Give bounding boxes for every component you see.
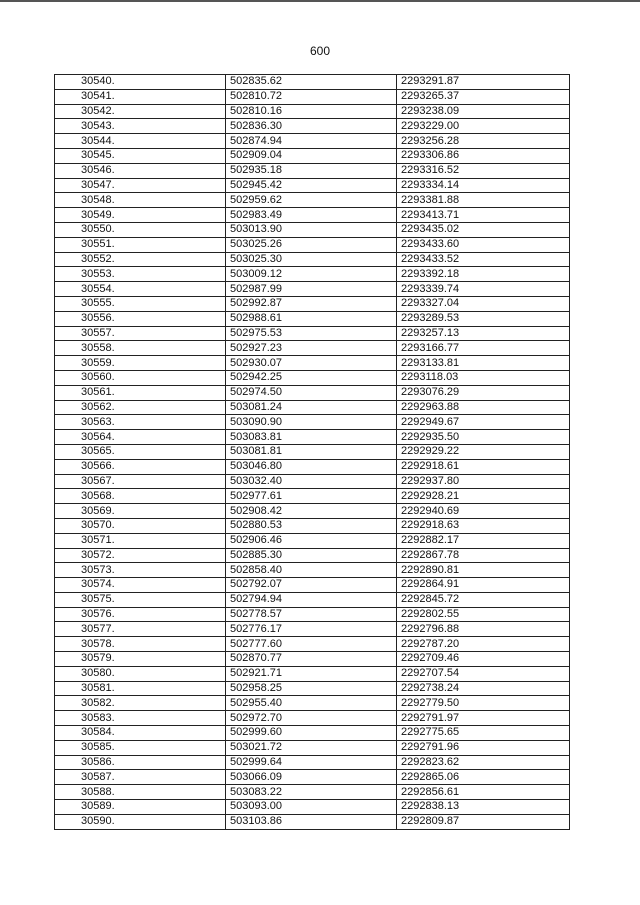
table-row xyxy=(55,148,570,163)
table-row xyxy=(55,89,570,104)
point-number-cell: 30556. xyxy=(55,311,226,326)
easting-cell: 503032.40 xyxy=(226,474,397,489)
easting-cell: 503083.22 xyxy=(226,785,397,800)
northing-cell: 2292963.88 xyxy=(397,400,570,415)
point-number-cell: 30552. xyxy=(55,252,226,267)
table-row xyxy=(55,814,570,829)
easting-cell: 503025.30 xyxy=(226,252,397,267)
table-row xyxy=(55,459,570,474)
easting-cell: 503066.09 xyxy=(226,770,397,785)
table-row xyxy=(55,237,570,252)
northing-cell: 2293413.71 xyxy=(397,208,570,223)
northing-cell: 2293289.53 xyxy=(397,311,570,326)
table-row xyxy=(55,385,570,400)
northing-cell: 2292775.65 xyxy=(397,726,570,741)
table-row xyxy=(55,104,570,119)
point-number-cell: 30549. xyxy=(55,208,226,223)
northing-cell: 2293433.60 xyxy=(397,237,570,252)
northing-cell: 2292707.54 xyxy=(397,666,570,681)
easting-cell: 502983.49 xyxy=(226,208,397,223)
point-number-cell: 30542. xyxy=(55,104,226,119)
northing-cell: 2293118.03 xyxy=(397,370,570,385)
table-row xyxy=(55,415,570,430)
table-row xyxy=(55,681,570,696)
northing-cell: 2293076.29 xyxy=(397,385,570,400)
point-number-cell: 30590. xyxy=(55,814,226,829)
point-number-cell: 30576. xyxy=(55,607,226,622)
easting-cell: 502992.87 xyxy=(226,296,397,311)
table-row xyxy=(55,178,570,193)
point-number-cell: 30559. xyxy=(55,356,226,371)
table-row xyxy=(55,622,570,637)
easting-cell: 502999.60 xyxy=(226,726,397,741)
northing-cell: 2292791.96 xyxy=(397,740,570,755)
northing-cell: 2293133.81 xyxy=(397,356,570,371)
point-number-cell: 30575. xyxy=(55,592,226,607)
easting-cell: 502987.99 xyxy=(226,282,397,297)
table-row xyxy=(55,800,570,815)
point-number-cell: 30583. xyxy=(55,711,226,726)
easting-cell: 503093.00 xyxy=(226,800,397,815)
point-number-cell: 30589. xyxy=(55,800,226,815)
point-number-cell: 30561. xyxy=(55,385,226,400)
point-number-cell: 30540. xyxy=(55,75,226,90)
point-number-cell: 30553. xyxy=(55,267,226,282)
easting-cell: 502836.30 xyxy=(226,119,397,134)
point-number-cell: 30573. xyxy=(55,563,226,578)
northing-cell: 2293316.52 xyxy=(397,163,570,178)
point-number-cell: 30571. xyxy=(55,533,226,548)
point-number-cell: 30584. xyxy=(55,726,226,741)
point-number-cell: 30555. xyxy=(55,296,226,311)
table-row xyxy=(55,696,570,711)
table-row xyxy=(55,356,570,371)
northing-cell: 2292867.78 xyxy=(397,548,570,563)
table-row xyxy=(55,548,570,563)
northing-cell: 2293257.13 xyxy=(397,326,570,341)
northing-cell: 2293265.37 xyxy=(397,89,570,104)
point-number-cell: 30572. xyxy=(55,548,226,563)
northing-cell: 2292791.97 xyxy=(397,711,570,726)
northing-cell: 2293291.87 xyxy=(397,75,570,90)
easting-cell: 502810.72 xyxy=(226,89,397,104)
easting-cell: 502880.53 xyxy=(226,518,397,533)
table-row xyxy=(55,119,570,134)
page-top-rule xyxy=(0,0,640,2)
northing-cell: 2293392.18 xyxy=(397,267,570,282)
easting-cell: 503013.90 xyxy=(226,222,397,237)
point-number-cell: 30550. xyxy=(55,222,226,237)
coordinates-table-body xyxy=(55,75,570,830)
table-row xyxy=(55,326,570,341)
table-row xyxy=(55,533,570,548)
point-number-cell: 30565. xyxy=(55,444,226,459)
easting-cell: 502810.16 xyxy=(226,104,397,119)
easting-cell: 502935.18 xyxy=(226,163,397,178)
northing-cell: 2293334.14 xyxy=(397,178,570,193)
point-number-cell: 30558. xyxy=(55,341,226,356)
northing-cell: 2292787.20 xyxy=(397,637,570,652)
easting-cell: 503083.81 xyxy=(226,430,397,445)
point-number-cell: 30570. xyxy=(55,518,226,533)
point-number-cell: 30544. xyxy=(55,134,226,149)
northing-cell: 2292823.62 xyxy=(397,755,570,770)
point-number-cell: 30548. xyxy=(55,193,226,208)
easting-cell: 502972.70 xyxy=(226,711,397,726)
northing-cell: 2293435.02 xyxy=(397,222,570,237)
northing-cell: 2292802.55 xyxy=(397,607,570,622)
point-number-cell: 30545. xyxy=(55,148,226,163)
easting-cell: 503046.80 xyxy=(226,459,397,474)
easting-cell: 502959.62 xyxy=(226,193,397,208)
table-row xyxy=(55,311,570,326)
table-row xyxy=(55,134,570,149)
point-number-cell: 30579. xyxy=(55,652,226,667)
easting-cell: 502930.07 xyxy=(226,356,397,371)
northing-cell: 2292918.61 xyxy=(397,459,570,474)
point-number-cell: 30543. xyxy=(55,119,226,134)
northing-cell: 2293433.52 xyxy=(397,252,570,267)
table-row xyxy=(55,370,570,385)
table-row xyxy=(55,578,570,593)
point-number-cell: 30560. xyxy=(55,370,226,385)
table-row xyxy=(55,444,570,459)
easting-cell: 502921.71 xyxy=(226,666,397,681)
easting-cell: 502776.17 xyxy=(226,622,397,637)
point-number-cell: 30566. xyxy=(55,459,226,474)
table-row xyxy=(55,75,570,90)
easting-cell: 502909.04 xyxy=(226,148,397,163)
table-row xyxy=(55,711,570,726)
table-row xyxy=(55,193,570,208)
coordinates-table xyxy=(54,74,570,830)
table-row xyxy=(55,740,570,755)
easting-cell: 503021.72 xyxy=(226,740,397,755)
table-row xyxy=(55,222,570,237)
table-row xyxy=(55,592,570,607)
easting-cell: 502975.53 xyxy=(226,326,397,341)
easting-cell: 502835.62 xyxy=(226,75,397,90)
northing-cell: 2292779.50 xyxy=(397,696,570,711)
northing-cell: 2292845.72 xyxy=(397,592,570,607)
table-row xyxy=(55,652,570,667)
easting-cell: 503081.81 xyxy=(226,444,397,459)
northing-cell: 2292809.87 xyxy=(397,814,570,829)
northing-cell: 2293339.74 xyxy=(397,282,570,297)
table-row xyxy=(55,252,570,267)
table-row xyxy=(55,296,570,311)
northing-cell: 2293229.00 xyxy=(397,119,570,134)
easting-cell: 502958.25 xyxy=(226,681,397,696)
easting-cell: 502778.57 xyxy=(226,607,397,622)
northing-cell: 2292940.69 xyxy=(397,504,570,519)
easting-cell: 503009.12 xyxy=(226,267,397,282)
northing-cell: 2292918.63 xyxy=(397,518,570,533)
northing-cell: 2293256.28 xyxy=(397,134,570,149)
northing-cell: 2292882.17 xyxy=(397,533,570,548)
point-number-cell: 30588. xyxy=(55,785,226,800)
point-number-cell: 30567. xyxy=(55,474,226,489)
easting-cell: 502927.23 xyxy=(226,341,397,356)
easting-cell: 502792.07 xyxy=(226,578,397,593)
point-number-cell: 30557. xyxy=(55,326,226,341)
table-row xyxy=(55,607,570,622)
northing-cell: 2292935.50 xyxy=(397,430,570,445)
table-row xyxy=(55,726,570,741)
table-row xyxy=(55,637,570,652)
easting-cell: 502988.61 xyxy=(226,311,397,326)
page-number: 600 xyxy=(309,44,331,58)
point-number-cell: 30586. xyxy=(55,755,226,770)
easting-cell: 502945.42 xyxy=(226,178,397,193)
point-number-cell: 30568. xyxy=(55,489,226,504)
point-number-cell: 30587. xyxy=(55,770,226,785)
northing-cell: 2293166.77 xyxy=(397,341,570,356)
easting-cell: 503103.86 xyxy=(226,814,397,829)
point-number-cell: 30564. xyxy=(55,430,226,445)
easting-cell: 502942.25 xyxy=(226,370,397,385)
table-row xyxy=(55,755,570,770)
easting-cell: 503090.90 xyxy=(226,415,397,430)
table-row xyxy=(55,208,570,223)
table-row xyxy=(55,163,570,178)
northing-cell: 2292856.61 xyxy=(397,785,570,800)
point-number-cell: 30582. xyxy=(55,696,226,711)
point-number-cell: 30580. xyxy=(55,666,226,681)
easting-cell: 502858.40 xyxy=(226,563,397,578)
table-row xyxy=(55,563,570,578)
northing-cell: 2292949.67 xyxy=(397,415,570,430)
table-row xyxy=(55,770,570,785)
easting-cell: 502974.50 xyxy=(226,385,397,400)
northing-cell: 2292928.21 xyxy=(397,489,570,504)
point-number-cell: 30551. xyxy=(55,237,226,252)
point-number-cell: 30562. xyxy=(55,400,226,415)
easting-cell: 503025.26 xyxy=(226,237,397,252)
point-number-cell: 30577. xyxy=(55,622,226,637)
point-number-cell: 30563. xyxy=(55,415,226,430)
point-number-cell: 30546. xyxy=(55,163,226,178)
northing-cell: 2293327.04 xyxy=(397,296,570,311)
northing-cell: 2292738.24 xyxy=(397,681,570,696)
northing-cell: 2292890.81 xyxy=(397,563,570,578)
point-number-cell: 30541. xyxy=(55,89,226,104)
northing-cell: 2292937.80 xyxy=(397,474,570,489)
easting-cell: 502908.42 xyxy=(226,504,397,519)
easting-cell: 502870.77 xyxy=(226,652,397,667)
table-row xyxy=(55,518,570,533)
table-row xyxy=(55,785,570,800)
easting-cell: 502955.40 xyxy=(226,696,397,711)
point-number-cell: 30547. xyxy=(55,178,226,193)
table-row xyxy=(55,666,570,681)
northing-cell: 2293238.09 xyxy=(397,104,570,119)
table-row xyxy=(55,400,570,415)
point-number-cell: 30569. xyxy=(55,504,226,519)
table-row xyxy=(55,504,570,519)
northing-cell: 2292929.22 xyxy=(397,444,570,459)
table-row xyxy=(55,474,570,489)
table-row xyxy=(55,282,570,297)
point-number-cell: 30574. xyxy=(55,578,226,593)
easting-cell: 502794.94 xyxy=(226,592,397,607)
table-row xyxy=(55,341,570,356)
table-row xyxy=(55,267,570,282)
point-number-cell: 30585. xyxy=(55,740,226,755)
northing-cell: 2292709.46 xyxy=(397,652,570,667)
table-row xyxy=(55,430,570,445)
easting-cell: 503081.24 xyxy=(226,400,397,415)
point-number-cell: 30554. xyxy=(55,282,226,297)
easting-cell: 502874.94 xyxy=(226,134,397,149)
northing-cell: 2292796.88 xyxy=(397,622,570,637)
easting-cell: 502977.61 xyxy=(226,489,397,504)
easting-cell: 502777.60 xyxy=(226,637,397,652)
northing-cell: 2292864.91 xyxy=(397,578,570,593)
northing-cell: 2293306.86 xyxy=(397,148,570,163)
easting-cell: 502885.30 xyxy=(226,548,397,563)
northing-cell: 2292838.13 xyxy=(397,800,570,815)
northing-cell: 2293381.88 xyxy=(397,193,570,208)
point-number-cell: 30578. xyxy=(55,637,226,652)
easting-cell: 502906.46 xyxy=(226,533,397,548)
table-row xyxy=(55,489,570,504)
northing-cell: 2292865.06 xyxy=(397,770,570,785)
point-number-cell: 30581. xyxy=(55,681,226,696)
easting-cell: 502999.64 xyxy=(226,755,397,770)
